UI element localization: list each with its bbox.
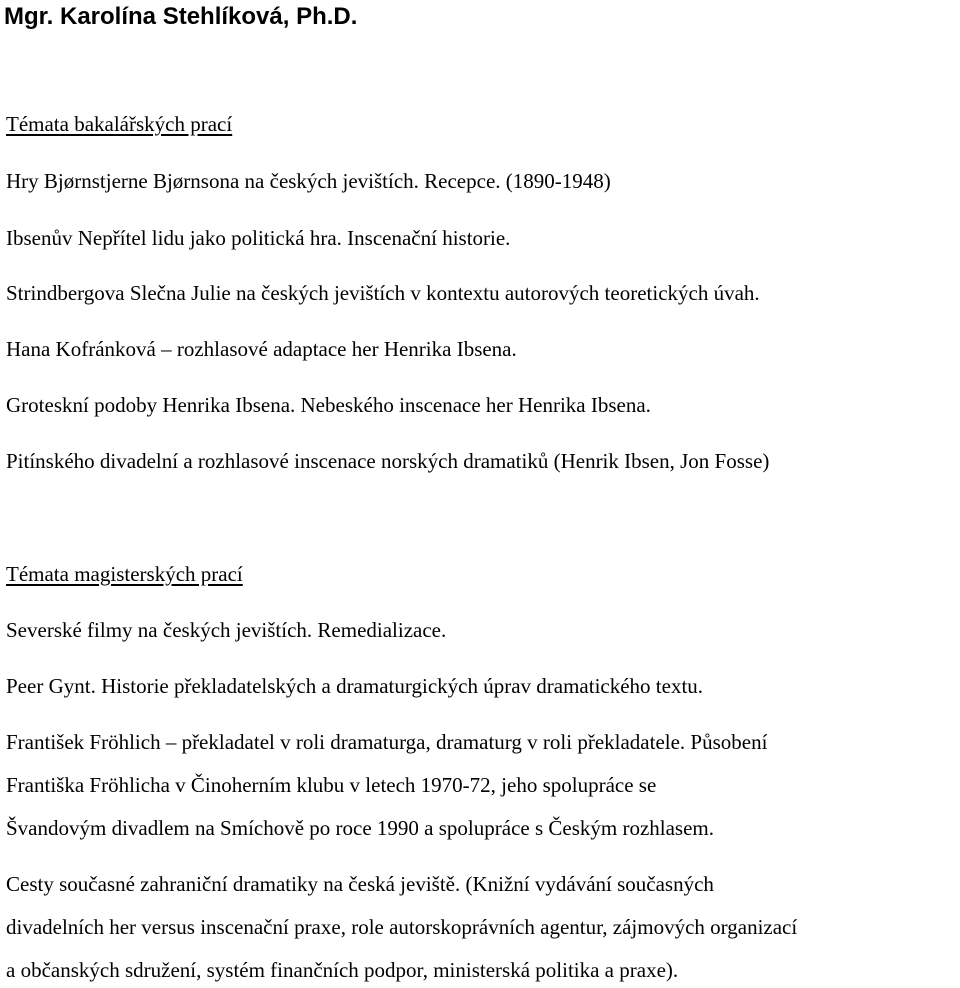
master-topic-line: Františka Fröhlicha v Činoherním klubu v letech 1970-72, jeho spolupráce se: [6, 773, 657, 797]
master-topic-line: František Fröhlich – překladatel v roli dramaturga, dramaturg v roli překladatele. Působení: [6, 730, 768, 754]
bachelor-topic: Ibsenův Nepřítel lidu jako politická hra. Inscenační historie.: [6, 226, 511, 250]
bachelor-topic: Hry Bjørnstjerne Bjørnsona na českých jevištích. Recepce. (1890-1948): [6, 169, 611, 193]
master-topics-heading: Témata magisterských prací: [6, 562, 243, 586]
bachelor-topic: Pitínského divadelní a rozhlasové inscenace norských dramatiků (Henrik Ibsen, Jon Fosse): [6, 449, 770, 473]
master-topic-line: Cesty současné zahraniční dramatiky na česká jeviště. (Knižní vydávání současných: [6, 872, 714, 896]
master-topic-line: divadelních her versus inscenační praxe, role autorskoprávních agentur, zájmových organizací: [6, 915, 798, 939]
master-topic: Severské filmy na českých jevištích. Remedializace.: [6, 618, 447, 642]
master-topic-line: a občanských sdružení, systém finančních podpor, ministerská politika a praxe).: [6, 958, 679, 982]
document-title: Mgr. Karolína Stehlíková, Ph.D.: [4, 3, 358, 30]
master-topic-line: Švandovým divadlem na Smíchově po roce 1990 a spolupráce s Českým rozhlasem.: [6, 816, 715, 840]
bachelor-topic: Groteskní podoby Henrika Ibsena. Nebeského inscenace her Henrika Ibsena.: [6, 393, 651, 417]
bachelor-topics-heading: Témata bakalářských prací: [6, 112, 233, 136]
bachelor-topic: Hana Kofránková – rozhlasové adaptace her Henrika Ibsena.: [6, 337, 517, 361]
bachelor-topic: Strindbergova Slečna Julie na českých jevištích v kontextu autorových teoretických úvah.: [6, 281, 760, 305]
master-topic: Peer Gynt. Historie překladatelských a dramaturgických úprav dramatického textu.: [6, 674, 704, 698]
